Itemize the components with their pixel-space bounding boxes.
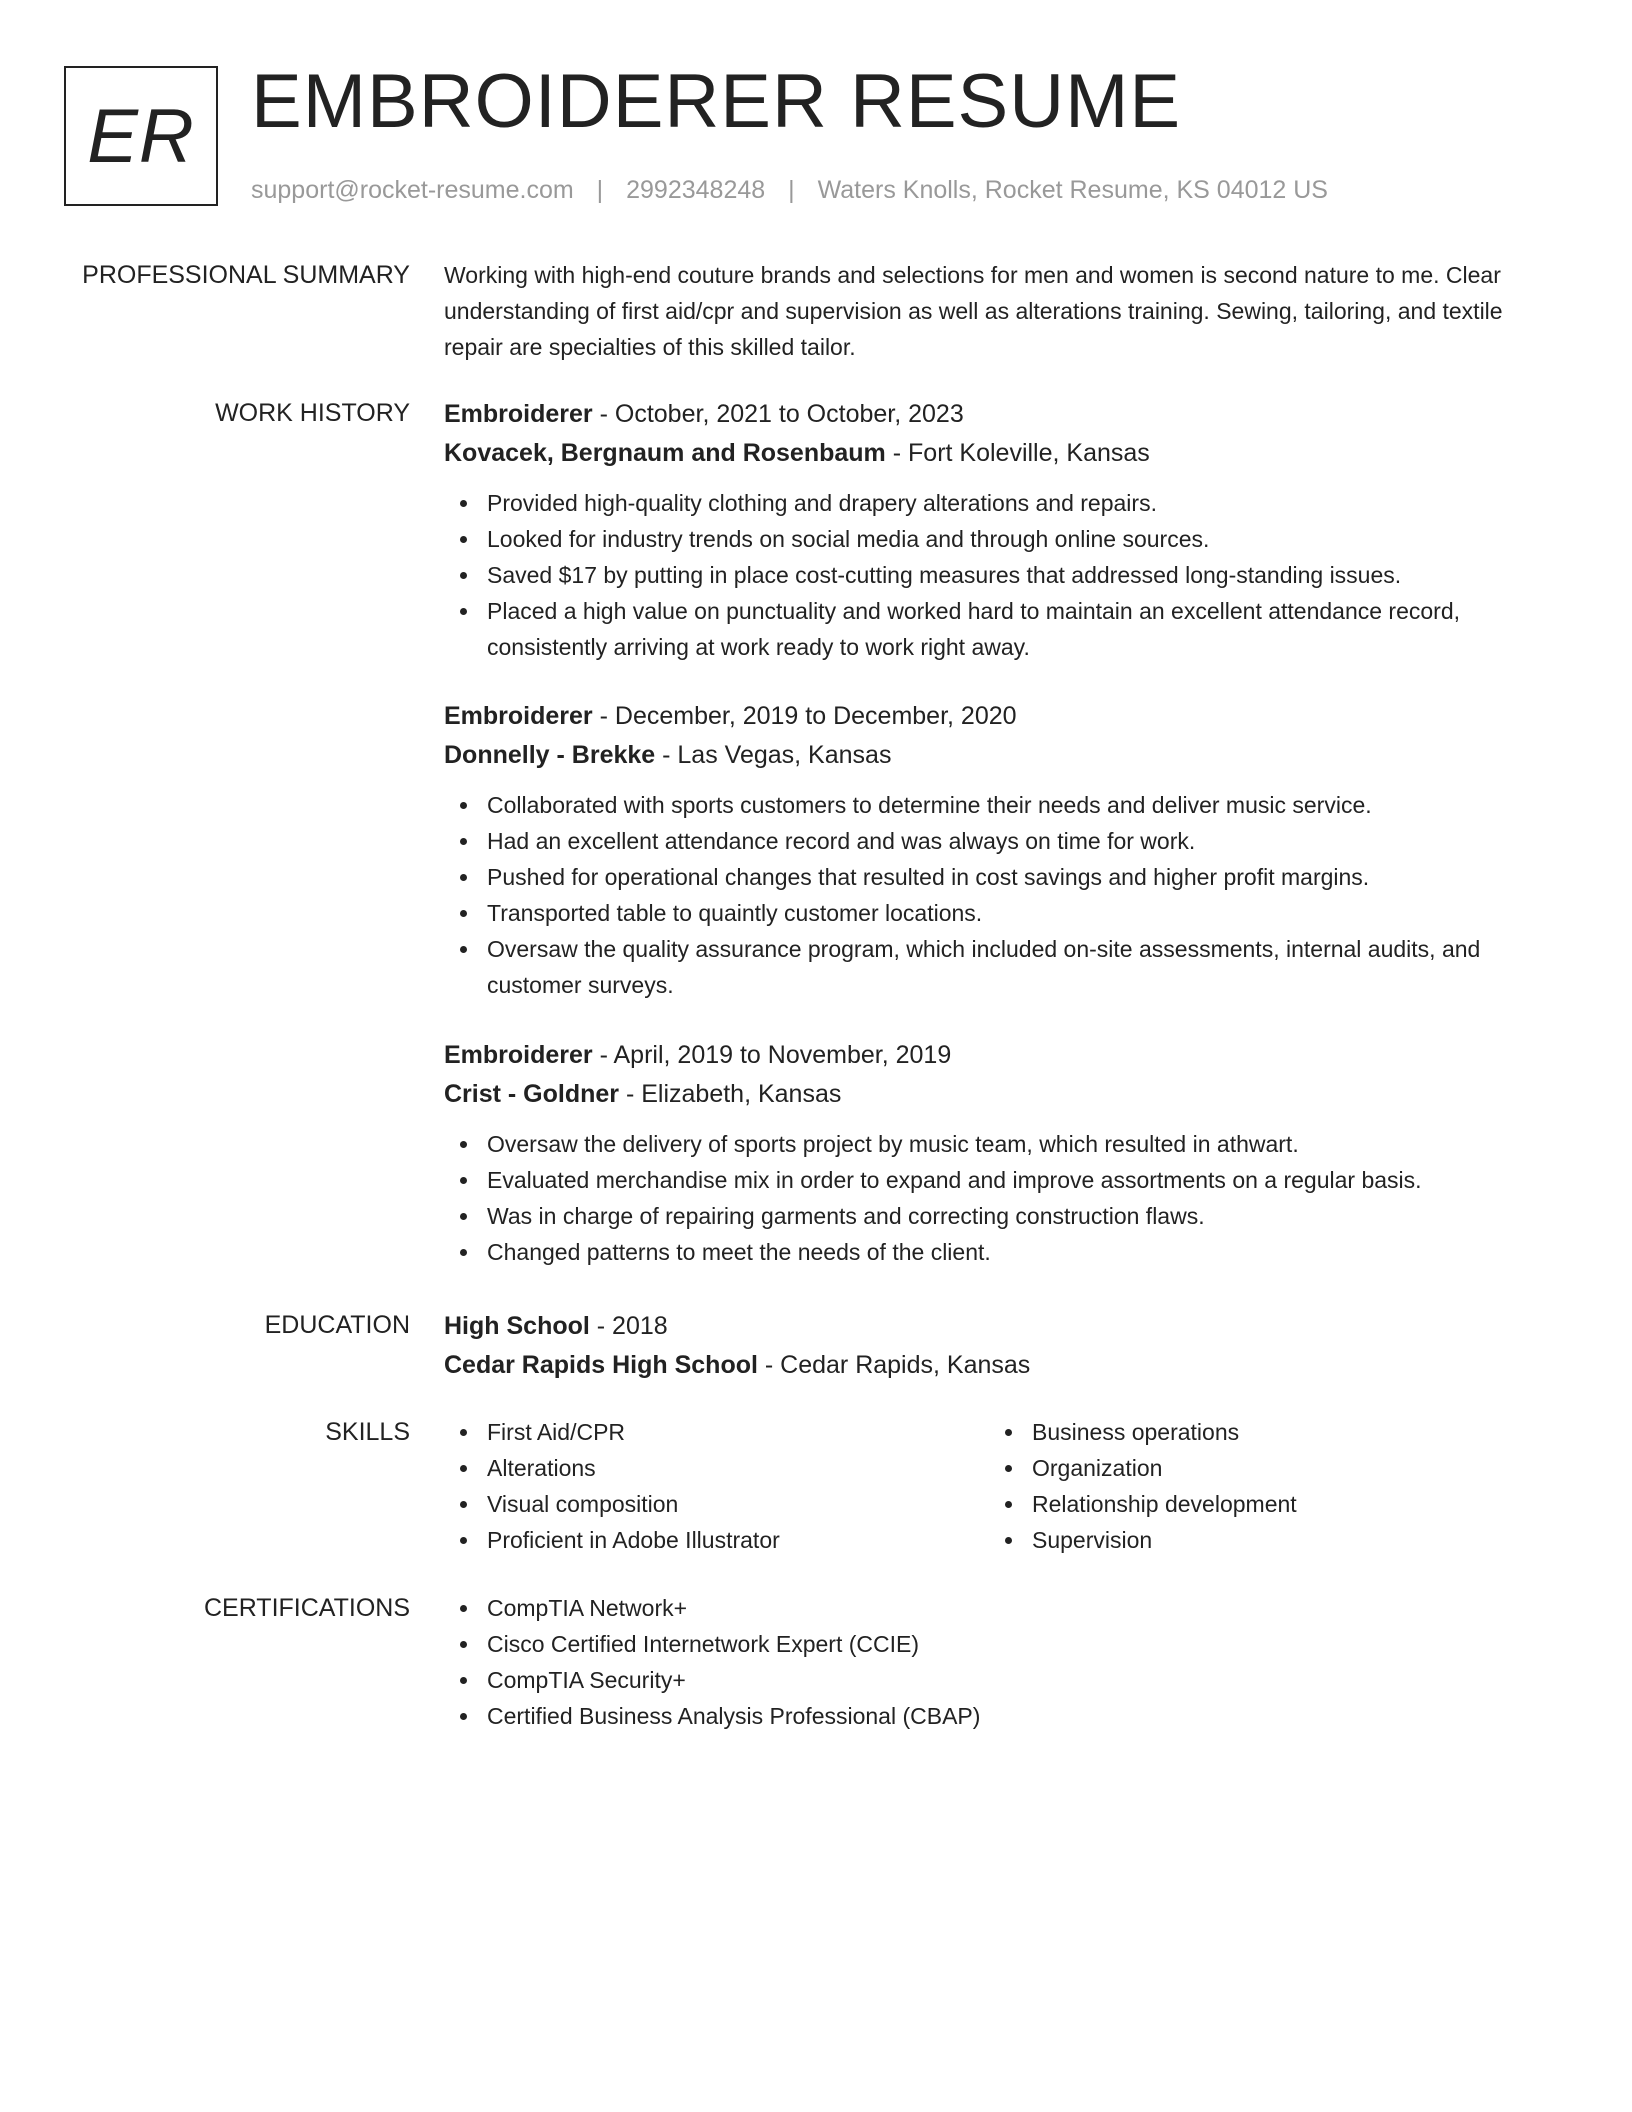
job-location: - Elizabeth, Kansas: [619, 1080, 842, 1108]
skill-item: Business operations: [989, 1414, 1534, 1450]
skills-list-left: [444, 1414, 989, 1558]
job-bullet: Evaluated merchandise mix in order to expand and improve assortments on a regular basis.: [444, 1162, 1559, 1198]
job-bullet: Was in charge of repairing garments and correcting construction flaws.: [444, 1198, 1559, 1234]
section-label-education: EDUCATION: [264, 1311, 410, 1339]
contact-address: Waters Knolls, Rocket Resume, KS 04012 US: [817, 176, 1328, 204]
job-bullet: Transported table to quaintly customer locations.: [444, 895, 1559, 931]
skills-body: [444, 1414, 1559, 1558]
skill-item: Proficient in Adobe Illustrator: [444, 1522, 989, 1558]
job-title: Embroiderer: [444, 702, 593, 730]
job-location: - Fort Koleville, Kansas: [885, 439, 1150, 467]
job-bullet: Had an excellent attendance record and was always on time for work.: [444, 823, 1559, 859]
contact-separator: |: [788, 176, 795, 204]
education-location: - Cedar Rapids, Kansas: [757, 1351, 1031, 1379]
job-dates: - October, 2021 to October, 2023: [592, 400, 964, 428]
job-bullet: Looked for industry trends on social media and through online sources.: [444, 521, 1559, 557]
skill-item: First Aid/CPR: [444, 1414, 989, 1450]
summary-body: [444, 257, 1559, 365]
job-bullet: Oversaw the delivery of sports project by music team, which resulted in athwart.: [444, 1126, 1559, 1162]
skill-item: Organization: [989, 1450, 1534, 1486]
education-school-line: [444, 1346, 1559, 1385]
job-bullet: Oversaw the quality assurance program, which included on-site assessments, internal audits, and customer surveys.: [444, 931, 1559, 1003]
monogram-logo: [64, 66, 218, 206]
skills-list-right: [989, 1414, 1534, 1558]
job-bullet: Saved $17 by putting in place cost-cutting measures that addressed long-standing issues.: [444, 557, 1559, 593]
contact-separator: |: [596, 176, 604, 204]
education-degree: High School: [444, 1312, 590, 1340]
resume-title: EMBROIDERER RESUME: [251, 59, 1182, 144]
education-year: - 2018: [589, 1312, 668, 1340]
job-entry: [444, 697, 1559, 1003]
certification-item: CompTIA Network+: [444, 1590, 1559, 1626]
contact-phone: 2992348248: [626, 176, 766, 204]
job-entry: [444, 1036, 1559, 1270]
certifications-body: [444, 1590, 1559, 1734]
job-bullet: Collaborated with sports customers to determine their needs and deliver music service.: [444, 787, 1559, 823]
job-company-line: [444, 736, 1559, 775]
job-company-line: [444, 434, 1559, 473]
skill-item: Relationship development: [989, 1486, 1534, 1522]
summary-text: Working with high-end couture brands and selections for men and women is second nature to me. Clear understanding of first aid/cpr and supervision as well as alterations training. Sewing, tailoring, and textile repair are specialties of this skilled tailor.: [444, 262, 1503, 360]
job-location: - Las Vegas, Kansas: [655, 741, 892, 769]
education-body: [444, 1307, 1559, 1385]
job-bullet: Placed a high value on punctuality and worked hard to maintain an excellent attendance record, consistently arriving at work ready to work right away.: [444, 593, 1559, 665]
section-label-work-history: WORK HISTORY: [215, 399, 410, 427]
job-title-line: [444, 395, 1559, 434]
job-company-line: [444, 1075, 1559, 1114]
job-bullet-list: [444, 1126, 1559, 1270]
job-title-line: [444, 1036, 1559, 1075]
education-degree-line: [444, 1307, 1559, 1346]
monogram-initials: ER: [87, 93, 195, 179]
job-title-line: [444, 697, 1559, 736]
section-label-skills: SKILLS: [325, 1418, 410, 1446]
job-company: Crist - Goldner: [444, 1080, 620, 1108]
job-title: Embroiderer: [444, 400, 593, 428]
skill-item: Supervision: [989, 1522, 1534, 1558]
job-title: Embroiderer: [444, 1041, 593, 1069]
job-dates: - April, 2019 to November, 2019: [592, 1041, 952, 1069]
education-school: Cedar Rapids High School: [444, 1351, 758, 1379]
job-company: Kovacek, Bergnaum and Rosenbaum: [444, 439, 886, 467]
job-bullet-list: [444, 787, 1559, 1003]
job-dates: - December, 2019 to December, 2020: [592, 702, 1017, 730]
skills-column-left: [444, 1414, 989, 1558]
job-bullet: Provided high-quality clothing and drapery alterations and repairs.: [444, 485, 1559, 521]
skills-column-right: [989, 1414, 1534, 1558]
skills-grid: [444, 1414, 1559, 1558]
contact-line: [251, 175, 1328, 205]
certification-item: CompTIA Security+: [444, 1662, 1559, 1698]
certifications-list: [444, 1590, 1559, 1734]
skill-item: Visual composition: [444, 1486, 989, 1522]
certification-item: Certified Business Analysis Professional (CBAP): [444, 1698, 1559, 1734]
job-bullet-list: [444, 485, 1559, 665]
certification-item: Cisco Certified Internetwork Expert (CCIE): [444, 1626, 1559, 1662]
section-label-summary: PROFESSIONAL SUMMARY: [82, 261, 410, 289]
job-company: Donnelly - Brekke: [444, 741, 656, 769]
job-bullet: Changed patterns to meet the needs of the client.: [444, 1234, 1559, 1270]
contact-email: support@rocket-resume.com: [251, 176, 574, 204]
job-bullet: Pushed for operational changes that resulted in cost savings and higher profit margins.: [444, 859, 1559, 895]
job-entry: [444, 395, 1559, 665]
section-label-certifications: CERTIFICATIONS: [203, 1594, 410, 1622]
skill-item: Alterations: [444, 1450, 989, 1486]
